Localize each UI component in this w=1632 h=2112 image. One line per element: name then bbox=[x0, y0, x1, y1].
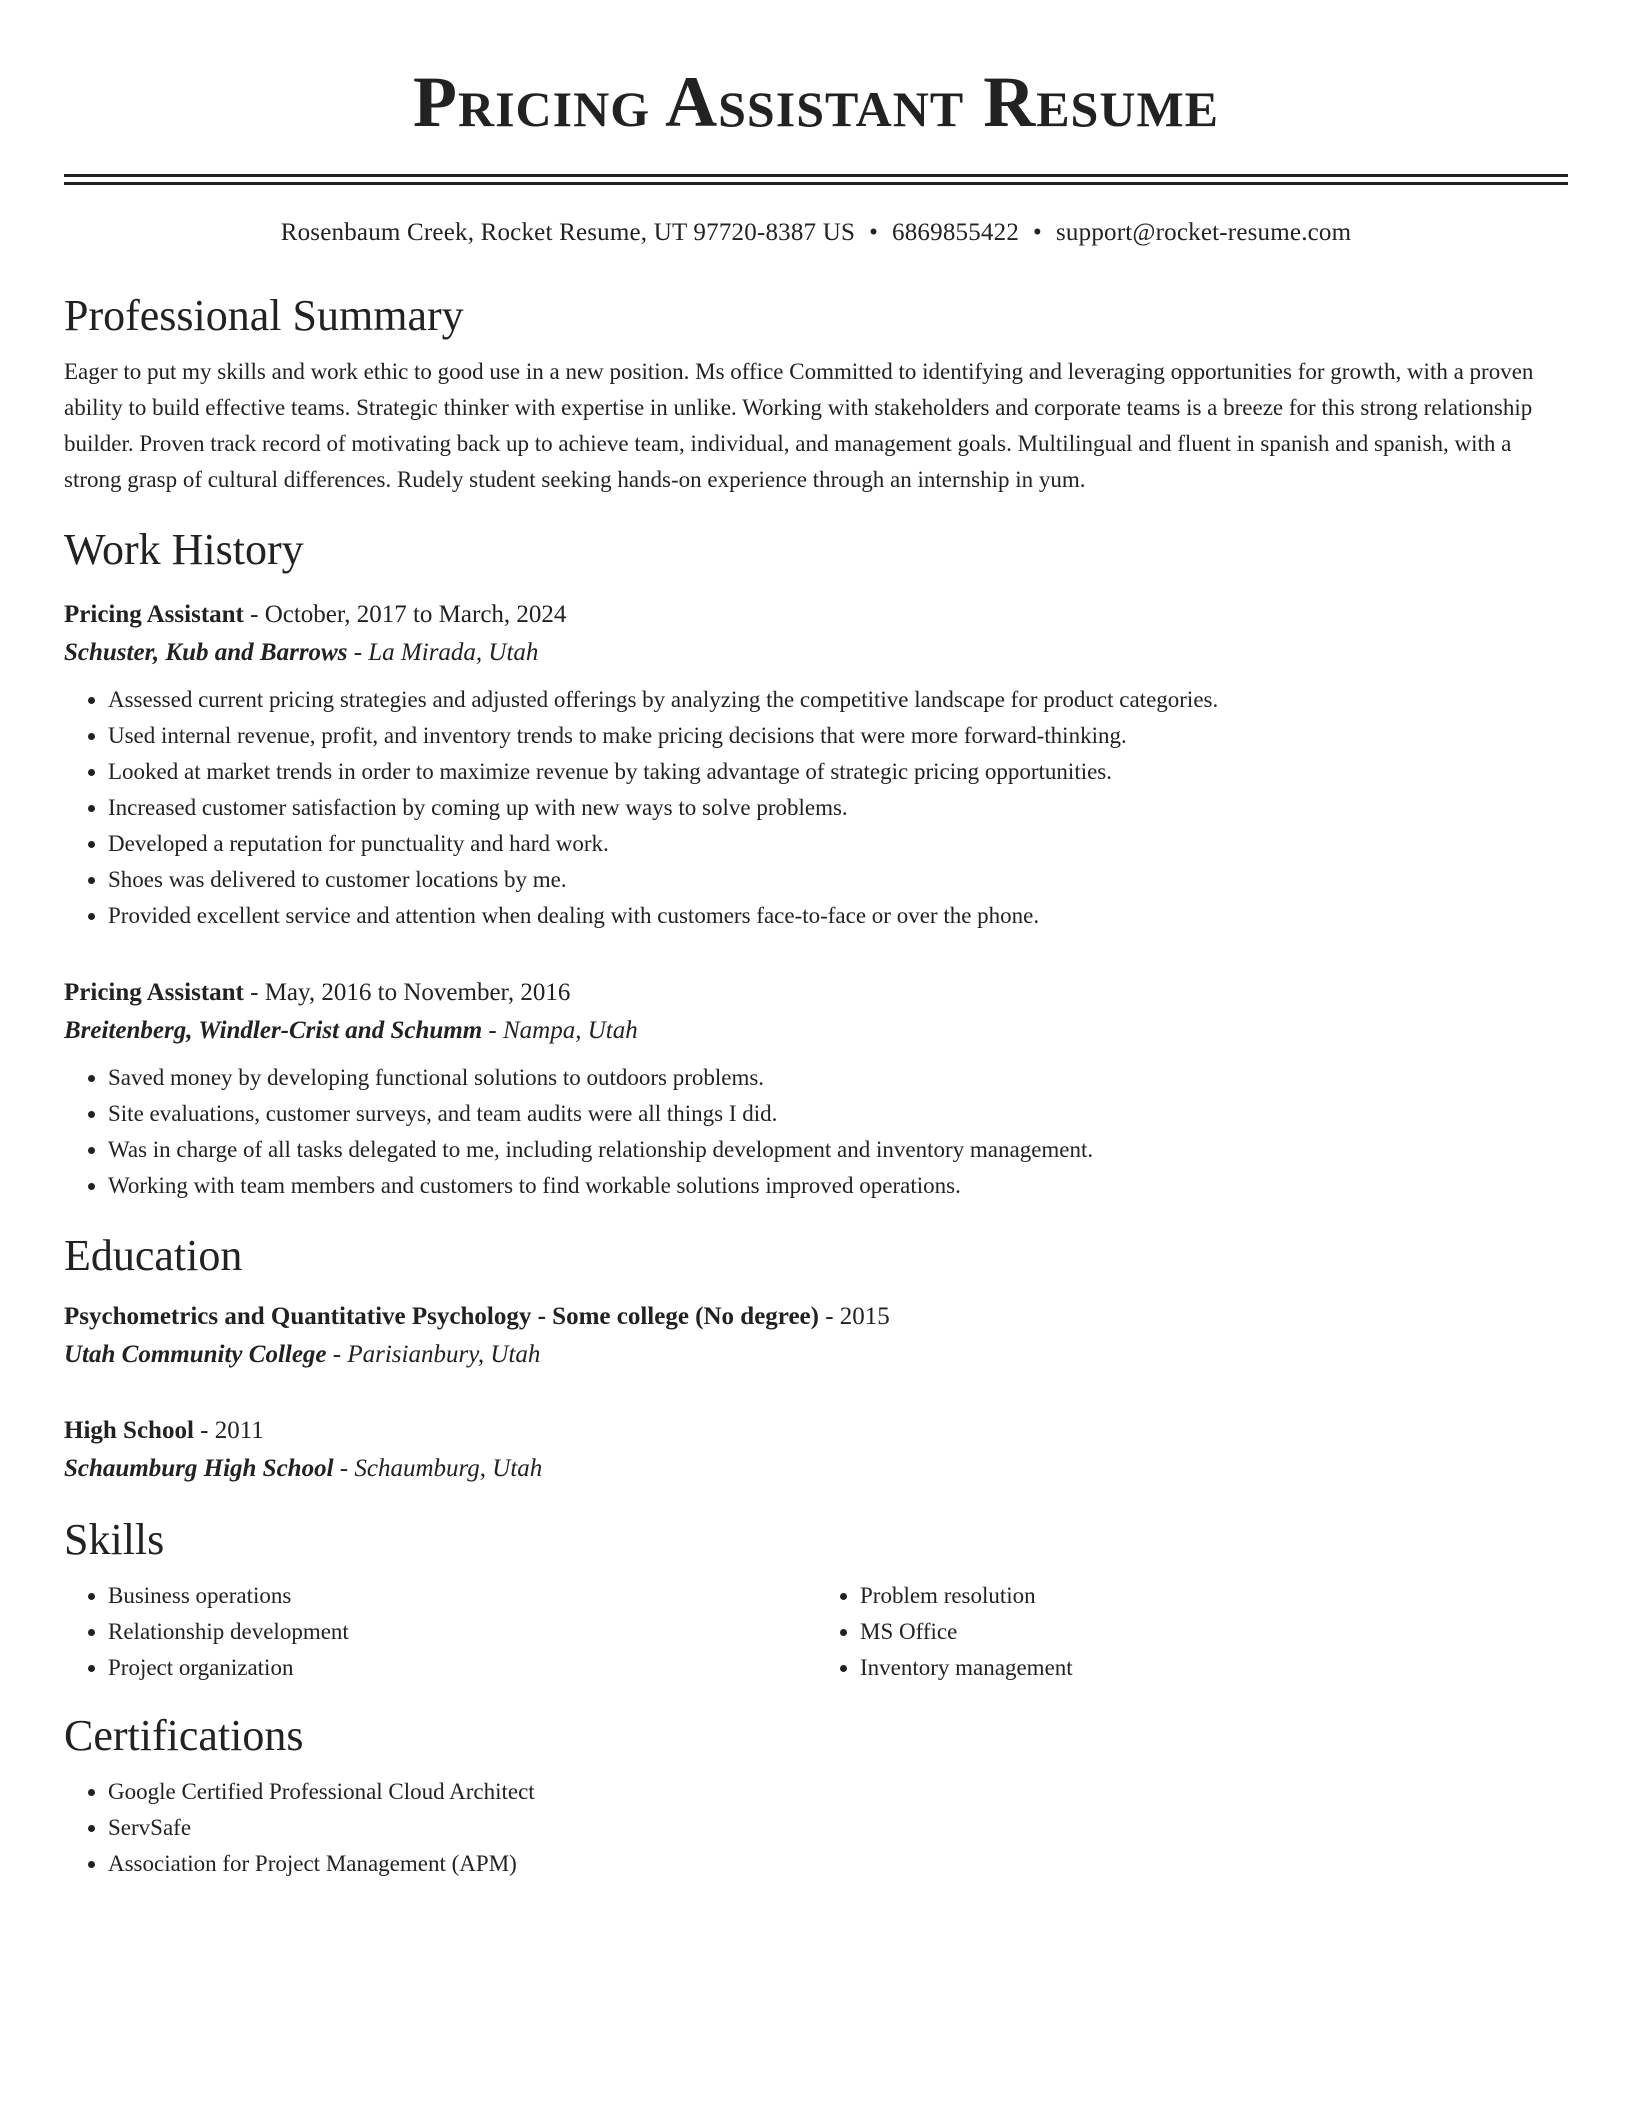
job-entry bbox=[64, 596, 1568, 934]
section-heading: Certifications bbox=[64, 1711, 304, 1760]
job-bullets bbox=[64, 1060, 1568, 1204]
contact-phone: 6869855422 bbox=[892, 219, 1020, 246]
section-heading: Education bbox=[64, 1231, 243, 1280]
school-location: - Parisianbury, Utah bbox=[326, 1341, 541, 1368]
work-history-section bbox=[64, 522, 1568, 1204]
list-item: • Assessed current pricing strategies and adjusted offerings by analyzing the competitive landscape for product categories. bbox=[108, 682, 1568, 718]
school-line bbox=[64, 1336, 1568, 1374]
school-line bbox=[64, 1450, 1568, 1488]
list-item: • Was in charge of all tasks delegated to me, including relationship development and inventory management. bbox=[108, 1132, 1568, 1168]
skills-grid bbox=[64, 1578, 1568, 1686]
job-dates: - May, 2016 to November, 2016 bbox=[243, 979, 571, 1006]
job-title-line bbox=[64, 974, 1568, 1012]
contact-line bbox=[64, 216, 1568, 250]
skills-column-right bbox=[816, 1578, 1568, 1686]
company-location: - Nampa, Utah bbox=[482, 1017, 638, 1044]
list-item: • Provided excellent service and attention when dealing with customers face-to-face or over the phone. bbox=[108, 898, 1568, 934]
professional-summary-section bbox=[64, 288, 1568, 498]
education-section bbox=[64, 1228, 1568, 1488]
list-item: • Used internal revenue, profit, and inventory trends to make pricing decisions that were more forward-thinking. bbox=[108, 718, 1568, 754]
list-item: • Business operations bbox=[108, 1578, 816, 1614]
degree-line bbox=[64, 1298, 1568, 1336]
company-line bbox=[64, 634, 1568, 672]
section-heading: Work History bbox=[64, 525, 304, 574]
list-item: • Site evaluations, customer surveys, and team audits were all things I did. bbox=[108, 1096, 1568, 1132]
degree-name: High School bbox=[64, 1417, 194, 1444]
company-name: Schuster, Kub and Barrows bbox=[64, 639, 348, 666]
degree-name: Psychometrics and Quantitative Psychology - Some college (No degree) bbox=[64, 1303, 819, 1330]
section-heading: Skills bbox=[64, 1515, 165, 1564]
list-item: • ServSafe bbox=[108, 1810, 1568, 1846]
job-dates: - October, 2017 to March, 2024 bbox=[243, 601, 567, 628]
contact-email: support@rocket-resume.com bbox=[1055, 219, 1352, 246]
list-item: • Working with team members and customers to find workable solutions improved operations. bbox=[108, 1168, 1568, 1204]
school-name: Utah Community College bbox=[64, 1341, 327, 1368]
skills-column-left bbox=[64, 1578, 816, 1686]
company-line bbox=[64, 1012, 1568, 1050]
education-entry bbox=[64, 1298, 1568, 1374]
certifications-section bbox=[64, 1708, 1568, 1882]
title-double-rule bbox=[64, 174, 1568, 185]
page-title: Pricing Assistant Resume bbox=[412, 62, 1220, 142]
list-item: • Project organization bbox=[108, 1650, 816, 1686]
list-item: • MS Office bbox=[860, 1614, 1568, 1650]
certifications-list bbox=[64, 1774, 1568, 1882]
school-location: - Schaumburg, Utah bbox=[333, 1455, 543, 1482]
summary-text: Eager to put my skills and work ethic to good use in a new position. Ms office Committed to identifying and leveraging opportunities for growth, with a proven ability to build effective teams. Strategic thinker with expertise in unlike. Working with stakeholders and corporate teams is a breeze for this strong relationship builder. Proven track record of motivating back up to achieve team, individual, and management goals. Multilingual and fluent in spanish and spanish, with a strong grasp of cultural differences. Rudely student seeking hands-on experience through an internship in yum. bbox=[64, 359, 1534, 492]
list-item: • Inventory management bbox=[860, 1650, 1568, 1686]
job-title-line bbox=[64, 596, 1568, 634]
job-title: Pricing Assistant bbox=[64, 601, 244, 628]
list-item: • Saved money by developing functional solutions to outdoors problems. bbox=[108, 1060, 1568, 1096]
degree-year: - 2015 bbox=[818, 1303, 890, 1330]
list-item: • Developed a reputation for punctuality and hard work. bbox=[108, 826, 1568, 862]
list-item: • Looked at market trends in order to maximize revenue by taking advantage of strategic pricing opportunities. bbox=[108, 754, 1568, 790]
job-title: Pricing Assistant bbox=[64, 979, 244, 1006]
job-bullets bbox=[64, 682, 1568, 934]
list-item: • Increased customer satisfaction by coming up with new ways to solve problems. bbox=[108, 790, 1568, 826]
section-heading: Professional Summary bbox=[64, 291, 464, 340]
job-entry bbox=[64, 974, 1568, 1204]
contact-address: Rosenbaum Creek, Rocket Resume, UT 97720-8387 US bbox=[280, 219, 856, 246]
list-item: • Relationship development bbox=[108, 1614, 816, 1650]
list-item: • Problem resolution bbox=[860, 1578, 1568, 1614]
contact-separator: • bbox=[869, 219, 879, 246]
list-item: • Association for Project Management (APM) bbox=[108, 1846, 1568, 1882]
company-location: - La Mirada, Utah bbox=[347, 639, 539, 666]
list-item: • Google Certified Professional Cloud Architect bbox=[108, 1774, 1568, 1810]
list-item: • Shoes was delivered to customer locations by me. bbox=[108, 862, 1568, 898]
degree-line bbox=[64, 1412, 1568, 1450]
contact-separator: • bbox=[1033, 219, 1042, 246]
skills-section bbox=[64, 1512, 1568, 1686]
education-entry bbox=[64, 1412, 1568, 1488]
degree-year: - 2011 bbox=[193, 1417, 264, 1444]
company-name: Breitenberg, Windler-Crist and Schumm bbox=[64, 1017, 483, 1044]
school-name: Schaumburg High School bbox=[64, 1455, 334, 1482]
